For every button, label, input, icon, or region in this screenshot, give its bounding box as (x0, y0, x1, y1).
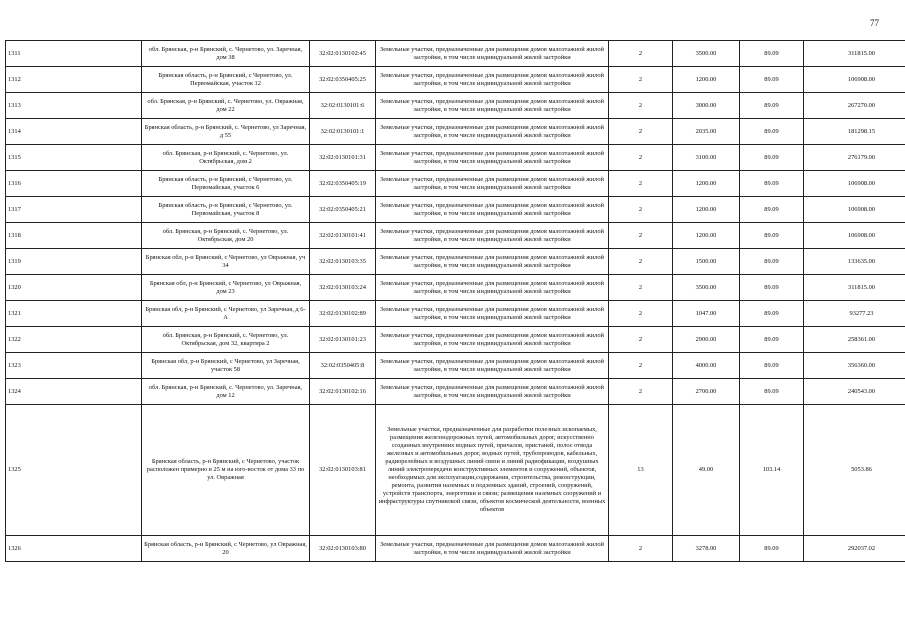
cadastral-number-cell: 32:02:0130102:16 (310, 379, 376, 405)
address-cell: обл. Брянская, р-н Брянский, с. Чернетово, ул. Октябрьская, дом 20 (142, 223, 310, 249)
rate-cell: 89.09 (740, 119, 804, 145)
area-cell: 4000.00 (673, 353, 740, 379)
cadastral-value-cell: 93277.23 (804, 301, 905, 327)
table-row (6, 405, 905, 536)
row-number: 1324 (6, 379, 142, 405)
land-use-cell: Земельные участки, предназначенные для размещения домов малоэтажной жилой застройки, в том числе индивидуальной жилой застройки (376, 536, 609, 562)
cadastral-value-cell: 106908.00 (804, 67, 905, 93)
category-code-cell: 2 (609, 353, 673, 379)
category-code-cell: 2 (609, 223, 673, 249)
rate-cell: 89.09 (740, 301, 804, 327)
table-row (6, 197, 905, 223)
row-number: 1311 (6, 41, 142, 67)
table-row (6, 145, 905, 171)
row-number: 1325 (6, 405, 142, 536)
cadastral-number-cell: 32:02:0350405:25 (310, 67, 376, 93)
area-cell: 2035.00 (673, 119, 740, 145)
rate-cell: 89.09 (740, 353, 804, 379)
cadastral-number-cell: 32:02:0350405:19 (310, 171, 376, 197)
area-cell: 3100.00 (673, 145, 740, 171)
cadastral-value-cell: 356360.00 (804, 353, 905, 379)
category-code-cell: 2 (609, 119, 673, 145)
category-code-cell: 2 (609, 41, 673, 67)
cadastral-number-cell: 32:02:0130103:35 (310, 249, 376, 275)
cadastral-value-cell: 292037.02 (804, 536, 905, 562)
rate-cell: 89.09 (740, 379, 804, 405)
land-use-cell: Земельные участки, предназначенные для размещения домов малоэтажной жилой застройки, в том числе индивидуальной жилой застройки (376, 275, 609, 301)
row-number: 1317 (6, 197, 142, 223)
row-number: 1323 (6, 353, 142, 379)
rate-cell: 89.09 (740, 327, 804, 353)
area-cell: 49.00 (673, 405, 740, 536)
table-row (6, 379, 905, 405)
category-code-cell: 2 (609, 327, 673, 353)
row-number: 1321 (6, 301, 142, 327)
cadastral-value-cell: 267270.00 (804, 93, 905, 119)
land-use-cell: Земельные участки, предназначенные для размещения домов малоэтажной жилой застройки, в том числе индивидуальной жилой застройки (376, 353, 609, 379)
category-code-cell: 2 (609, 249, 673, 275)
table-row (6, 41, 905, 67)
address-cell: Брянская обл, р-н Брянский, с Чернетово, ул Заречная, д 6-А (142, 301, 310, 327)
cadastral-value-cell: 5053.86 (804, 405, 905, 536)
cadastral-number-cell: 32:02:0130101:6 (310, 93, 376, 119)
cadastral-value-cell: 106908.00 (804, 223, 905, 249)
area-cell: 2700.00 (673, 379, 740, 405)
table-row (6, 536, 905, 562)
address-cell: Брянская обл, р-н Брянский, с Чернетово, ул Овражная, уч 34 (142, 249, 310, 275)
rate-cell: 103.14 (740, 405, 804, 536)
rate-cell: 89.09 (740, 536, 804, 562)
row-number: 1320 (6, 275, 142, 301)
rate-cell: 89.09 (740, 41, 804, 67)
area-cell: 1200.00 (673, 223, 740, 249)
table-row (6, 301, 905, 327)
cadastral-value-cell: 133635.00 (804, 249, 905, 275)
address-cell: обл. Брянская, р-н Брянский, с. Чернетово, ул. Овражная, дом 22 (142, 93, 310, 119)
address-cell: обл. Брянская, р-н Брянский, с. Чернетово, ул. Заречная, дом 12 (142, 379, 310, 405)
area-cell: 1047.00 (673, 301, 740, 327)
address-cell: обл. Брянская, р-н Брянский, с. Чернетово, ул. Октябрьская, дом 32, квартира 2 (142, 327, 310, 353)
cadastral-number-cell: 32:02:0130101:31 (310, 145, 376, 171)
cadastral-number-cell: 32:02:0130102:45 (310, 41, 376, 67)
rate-cell: 89.09 (740, 67, 804, 93)
table-row (6, 223, 905, 249)
category-code-cell: 2 (609, 275, 673, 301)
area-cell: 2900.00 (673, 327, 740, 353)
cadastral-number-cell: 32:02:0130103:80 (310, 536, 376, 562)
cadastral-value-cell: 181298.15 (804, 119, 905, 145)
table-row (6, 327, 905, 353)
table-row (6, 275, 905, 301)
area-cell: 3500.00 (673, 41, 740, 67)
address-cell: Брянская обл, р-н Брянский, с Чернетово, ул Овражная, дом 23 (142, 275, 310, 301)
address-cell: Брянская область, р-н Брянский, с Чернетово, ул Овражная, 20 (142, 536, 310, 562)
row-number: 1314 (6, 119, 142, 145)
area-cell: 3278.00 (673, 536, 740, 562)
land-use-cell: Земельные участки, предназначенные для размещения домов малоэтажной жилой застройки, в том числе индивидуальной жилой застройки (376, 67, 609, 93)
table-body (6, 41, 905, 562)
area-cell: 3000.00 (673, 93, 740, 119)
address-cell: Брянская обл, р-н Брянский, с Чернетово, ул Заречная, участок 58 (142, 353, 310, 379)
address-cell: обл. Брянская, р-н Брянский, с. Чернетово, ул. Заречная, дом 38 (142, 41, 310, 67)
table-row (6, 171, 905, 197)
land-use-cell: Земельные участки, предназначенные для размещения домов малоэтажной жилой застройки, в том числе индивидуальной жилой застройки (376, 93, 609, 119)
row-number: 1315 (6, 145, 142, 171)
land-use-cell: Земельные участки, предназначенные для размещения домов малоэтажной жилой застройки, в том числе индивидуальной жилой застройки (376, 249, 609, 275)
rate-cell: 89.09 (740, 275, 804, 301)
table-row (6, 119, 905, 145)
table-row (6, 353, 905, 379)
rate-cell: 89.09 (740, 223, 804, 249)
table-row (6, 93, 905, 119)
land-use-cell: Земельные участки, предназначенные для размещения домов малоэтажной жилой застройки, в том числе индивидуальной жилой застройки (376, 41, 609, 67)
row-number: 1312 (6, 67, 142, 93)
row-number: 1326 (6, 536, 142, 562)
category-code-cell: 2 (609, 536, 673, 562)
land-use-cell: Земельные участки, предназначенные для разработки полезных ископаемых, размещения железнодорожных путей, автомобильных дорог, искусственно созданных внутренних водных путей, причалов, пристаней, полос отвода железных и автомобильных дорог, водных путей, трубопроводов, кабельных, радиорелейных и воздушных линий связи и линий радиофикации, воздушных линий электропередачи конструктивных элементов и сооружений, объектов, необходимых для эксплуатации,содержания, строительства, реконструкции, ремонта, развития наземных и подземных зданий, строений, сооружений, устройств транспорта, энергетики и связи; размещения наземных сооружений и инфраструктуры спутниковой связи, объектов космической деятельности, военных объектов (376, 405, 609, 536)
area-cell: 3500.00 (673, 275, 740, 301)
row-number: 1322 (6, 327, 142, 353)
category-code-cell: 2 (609, 171, 673, 197)
address-cell: Брянская область, р-н Брянский, с Чернетово, участок расположен примерно в 25 м на юго-восток от дома 33 по ул. Овражная (142, 405, 310, 536)
land-use-cell: Земельные участки, предназначенные для размещения домов малоэтажной жилой застройки, в том числе индивидуальной жилой застройки (376, 327, 609, 353)
area-cell: 1200.00 (673, 67, 740, 93)
cadastral-value-cell: 311815.00 (804, 275, 905, 301)
row-number: 1318 (6, 223, 142, 249)
rate-cell: 89.09 (740, 93, 804, 119)
category-code-cell: 2 (609, 301, 673, 327)
cadastral-value-cell: 311815.00 (804, 41, 905, 67)
category-code-cell: 2 (609, 145, 673, 171)
category-code-cell: 2 (609, 379, 673, 405)
address-cell: обл. Брянская, р-н Брянский, с. Чернетово, ул. Октябрьская, дом 2 (142, 145, 310, 171)
cadastral-value-cell: 106908.00 (804, 197, 905, 223)
area-cell: 1200.00 (673, 171, 740, 197)
land-register-table (5, 40, 905, 562)
rate-cell: 89.09 (740, 249, 804, 275)
address-cell: Брянская область, р-н Брянский, с Чернетово, ул. Первомайская, участок 12 (142, 67, 310, 93)
row-number: 1313 (6, 93, 142, 119)
cadastral-value-cell: 106908.00 (804, 171, 905, 197)
category-code-cell: 2 (609, 67, 673, 93)
cadastral-number-cell: 32:02:0350405:8 (310, 353, 376, 379)
land-use-cell: Земельные участки, предназначенные для размещения домов малоэтажной жилой застройки, в том числе индивидуальной жилой застройки (376, 119, 609, 145)
address-cell: Брянская область, р-н Брянский, с Чернетово, ул. Первомайская, участок 6 (142, 171, 310, 197)
cadastral-number-cell: 32:02:0130103:24 (310, 275, 376, 301)
rate-cell: 89.09 (740, 145, 804, 171)
cadastral-value-cell: 276179.00 (804, 145, 905, 171)
table-row (6, 249, 905, 275)
rate-cell: 89.09 (740, 171, 804, 197)
cadastral-number-cell: 32:02:0350405:21 (310, 197, 376, 223)
row-number: 1316 (6, 171, 142, 197)
category-code-cell: 13 (609, 405, 673, 536)
cadastral-number-cell: 32:02:0130101:1 (310, 119, 376, 145)
land-use-cell: Земельные участки, предназначенные для размещения домов малоэтажной жилой застройки, в том числе индивидуальной жилой застройки (376, 197, 609, 223)
cadastral-number-cell: 32:02:0130101:23 (310, 327, 376, 353)
cadastral-value-cell: 240543.00 (804, 379, 905, 405)
land-use-cell: Земельные участки, предназначенные для размещения домов малоэтажной жилой застройки, в том числе индивидуальной жилой застройки (376, 171, 609, 197)
cadastral-number-cell: 32:02:0130101:41 (310, 223, 376, 249)
category-code-cell: 2 (609, 197, 673, 223)
area-cell: 1200.00 (673, 197, 740, 223)
land-use-cell: Земельные участки, предназначенные для размещения домов малоэтажной жилой застройки, в том числе индивидуальной жилой застройки (376, 145, 609, 171)
cadastral-number-cell: 32:02:0130102:89 (310, 301, 376, 327)
address-cell: Брянская область, р-н Брянский, с. Чернетово, ул Заречная, д 55 (142, 119, 310, 145)
cadastral-number-cell: 32:02:0130103:81 (310, 405, 376, 536)
cadastral-value-cell: 258361.00 (804, 327, 905, 353)
area-cell: 1500.00 (673, 249, 740, 275)
table-row (6, 67, 905, 93)
row-number: 1319 (6, 249, 142, 275)
land-use-cell: Земельные участки, предназначенные для размещения домов малоэтажной жилой застройки, в том числе индивидуальной жилой застройки (376, 301, 609, 327)
rate-cell: 89.09 (740, 197, 804, 223)
address-cell: Брянская область, р-н Брянский, с Чернетово, ул. Первомайская, участок 8 (142, 197, 310, 223)
page-number: 77 (870, 18, 879, 28)
land-use-cell: Земельные участки, предназначенные для размещения домов малоэтажной жилой застройки, в том числе индивидуальной жилой застройки (376, 223, 609, 249)
land-use-cell: Земельные участки, предназначенные для размещения домов малоэтажной жилой застройки, в том числе индивидуальной жилой застройки (376, 379, 609, 405)
category-code-cell: 2 (609, 93, 673, 119)
